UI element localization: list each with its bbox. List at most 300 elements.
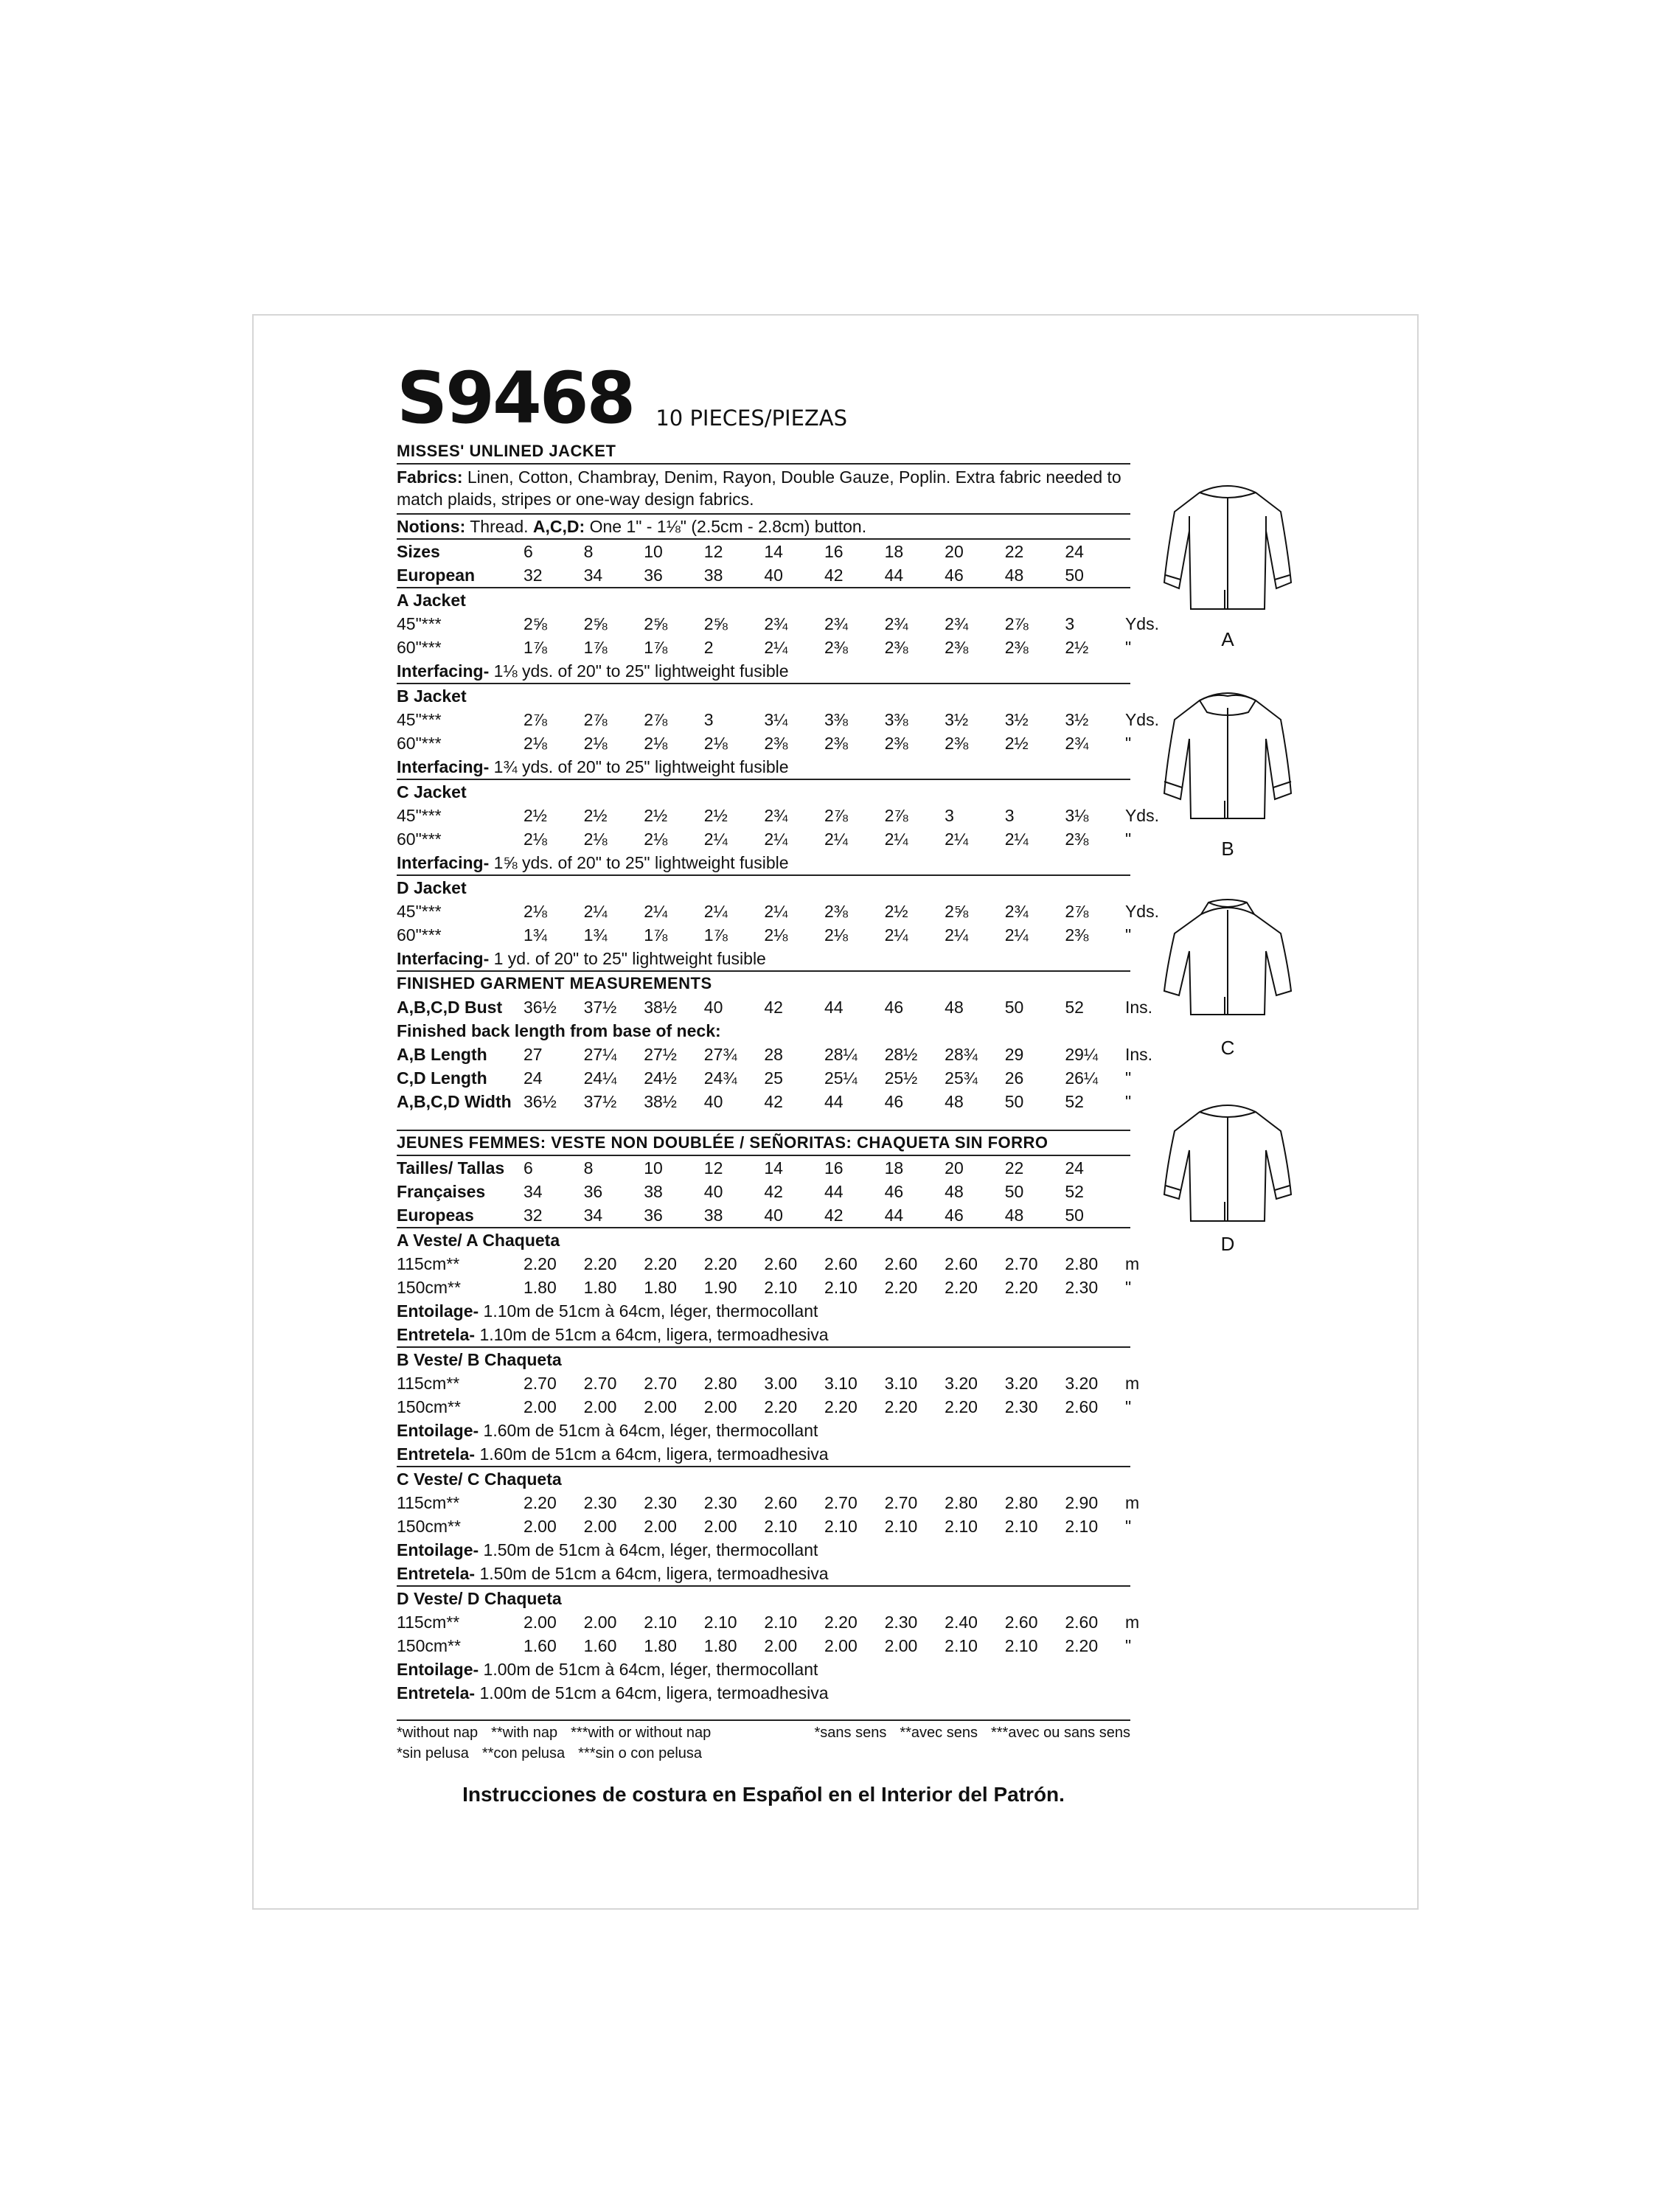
unit-label: "	[1124, 1636, 1132, 1655]
unit-label: m	[1124, 1493, 1140, 1512]
row-label: 150cm**	[397, 1636, 461, 1655]
cell-value: 3	[1065, 614, 1075, 633]
cell-value: 28¾	[945, 1045, 978, 1064]
cell-value: 1⅞	[524, 638, 547, 657]
cell-value: 42	[764, 1182, 783, 1201]
entretela-line: Entretela- 1.10m de 51cm a 64cm, ligera, termoadhesiva	[397, 1325, 829, 1344]
cell-value: 2¾	[884, 614, 908, 633]
cell-value: 2.30	[703, 1493, 737, 1512]
cell-value: 32	[524, 566, 543, 585]
cell-value: 2.60	[764, 1493, 798, 1512]
cell-value: 2.30	[1004, 1397, 1038, 1416]
cell-value: 2¼	[764, 830, 788, 849]
cell-value: 2.10	[824, 1517, 858, 1536]
cell-value: 46	[945, 1206, 964, 1225]
cell-value: 40	[703, 1092, 723, 1111]
unit-label: m	[1124, 1613, 1140, 1632]
cell-value: 2¾	[824, 614, 848, 633]
unit-label: Ins.	[1124, 1045, 1153, 1064]
cell-value: 2.60	[824, 1254, 858, 1273]
cell-value: 28¼	[824, 1045, 858, 1064]
cell-value: 44	[884, 1206, 904, 1225]
yardage-row	[397, 731, 1130, 755]
cell-value: 42	[824, 1206, 844, 1225]
cell-value: 2.70	[824, 1493, 858, 1512]
unit-label: Yds.	[1124, 614, 1159, 633]
cell-value: 2⅜	[1065, 925, 1089, 945]
cell-value: 1.90	[703, 1278, 737, 1297]
cell-value: 2.80	[945, 1493, 978, 1512]
cell-value: 2½	[1004, 734, 1029, 753]
cell-value: 20	[945, 1158, 964, 1178]
cell-value: 2⅝	[945, 902, 969, 921]
cell-value: 3.20	[1004, 1374, 1038, 1393]
cell-value: 2⅝	[703, 614, 728, 633]
view-title: B Jacket	[397, 686, 467, 706]
view-title: A Veste/ A Chaqueta	[397, 1231, 560, 1250]
row-label: 150cm**	[397, 1517, 461, 1536]
cell-value: 2¼	[945, 830, 969, 849]
cell-value: 2.10	[644, 1613, 677, 1632]
european-sizes-row	[397, 563, 1130, 587]
cell-value: 2⅛	[703, 734, 728, 753]
cell-value: 28½	[884, 1045, 918, 1064]
cell-value: 22	[1004, 542, 1024, 561]
cell-value: 46	[884, 1182, 904, 1201]
yardage-row	[397, 1514, 1130, 1538]
cell-value: 36	[583, 1182, 603, 1201]
cell-value: 44	[824, 1182, 844, 1201]
yardage-row	[397, 923, 1130, 947]
cell-value: 16	[824, 1158, 844, 1178]
spanish-instructions-note: Instrucciones de costura en Español en el Interior del Patrón.	[462, 1783, 1065, 1806]
unit-label: m	[1124, 1254, 1140, 1273]
unit-label: Yds.	[1124, 806, 1159, 825]
cell-value: 2.70	[1004, 1254, 1038, 1273]
cell-value: 2.60	[884, 1254, 918, 1273]
cell-value: 36	[644, 1206, 663, 1225]
cell-value: 2⅛	[524, 902, 547, 921]
metric-title: JEUNES FEMMES: VESTE NON DOUBLÉE / SEÑORITAS: CHAQUETA SIN FORRO	[397, 1133, 1048, 1152]
row-label: Sizes	[397, 542, 440, 561]
row-label: 115cm**	[397, 1493, 460, 1512]
cell-value: 50	[1004, 998, 1024, 1017]
unit-label: "	[1124, 830, 1132, 849]
francaises-row	[397, 1180, 1130, 1203]
cell-value: 2.30	[884, 1613, 918, 1632]
cell-value: 2.20	[1004, 1278, 1038, 1297]
cell-value: 2⅞	[1065, 902, 1089, 921]
english-title: MISSES' UNLINED JACKET	[397, 442, 616, 460]
cell-value: 2¼	[764, 902, 788, 921]
cell-value: 2¾	[1004, 902, 1029, 921]
cell-value: 26	[1004, 1068, 1024, 1088]
back-length-label: Finished back length from base of neck:	[397, 1021, 721, 1040]
cell-value: 2.60	[1065, 1613, 1099, 1632]
cell-value: 50	[1065, 1206, 1084, 1225]
cell-value: 2¼	[583, 902, 608, 921]
cell-value: 2	[703, 638, 714, 657]
cell-value: 2½	[644, 806, 668, 825]
cell-value: 42	[824, 566, 844, 585]
cell-value: 2.20	[1065, 1636, 1099, 1655]
cell-value: 48	[945, 1182, 964, 1201]
cell-value: 2⅞	[1004, 614, 1029, 633]
width-row	[397, 1090, 1130, 1113]
yardage-row	[397, 1252, 1140, 1276]
cell-value: 2⅛	[644, 830, 668, 849]
row-label: 45"***	[397, 614, 442, 633]
yardage-row	[397, 900, 1159, 923]
view-title: A Jacket	[397, 591, 466, 610]
cell-value: 2.00	[583, 1397, 617, 1416]
sketch-label-c: C	[1220, 1037, 1235, 1059]
finished-measurements-block	[397, 995, 1153, 1113]
cell-value: 2.20	[764, 1397, 798, 1416]
ab-length-row	[397, 1043, 1153, 1066]
interfacing-line: Interfacing- 1¾ yds. of 20" to 25" lightweight fusible	[397, 757, 789, 776]
cell-value: 24¼	[583, 1068, 617, 1088]
english-yardage-block	[397, 588, 1159, 972]
cell-value: 3⅜	[824, 710, 848, 729]
cell-value: 10	[644, 1158, 663, 1178]
cell-value: 52	[1065, 998, 1084, 1017]
cell-value: 2½	[703, 806, 728, 825]
cell-value: 2⅜	[824, 734, 848, 753]
cell-value: 2¼	[945, 925, 969, 945]
yardage-row	[397, 804, 1159, 827]
cell-value: 2.00	[824, 1636, 858, 1655]
cell-value: 1⅞	[583, 638, 608, 657]
cell-value: 2⅜	[824, 638, 848, 657]
cell-value: 2¼	[644, 902, 668, 921]
cell-value: 3½	[1004, 710, 1029, 729]
row-label: 45"***	[397, 806, 442, 825]
cell-value: 25	[764, 1068, 783, 1088]
cell-value: 2.80	[1004, 1493, 1038, 1512]
jacket-d-sketch	[1154, 1091, 1301, 1239]
cell-value: 3	[703, 710, 714, 729]
cell-value: 27½	[644, 1045, 677, 1064]
row-label: 60"***	[397, 734, 442, 753]
cell-value: 2.60	[764, 1254, 798, 1273]
cell-value: 2.30	[1065, 1278, 1099, 1297]
unit-label: "	[1124, 925, 1132, 945]
cell-value: 29¼	[1065, 1045, 1099, 1064]
view-title: C Veste/ C Chaqueta	[397, 1470, 562, 1489]
row-label: European	[397, 566, 476, 585]
cell-value: 3½	[945, 710, 969, 729]
cell-value: 38	[703, 1206, 723, 1225]
cell-value: 2.00	[524, 1613, 557, 1632]
cell-value: 2⅜	[1004, 638, 1029, 657]
cell-value: 2⅞	[884, 806, 908, 825]
cell-value: 34	[583, 1206, 603, 1225]
interfacing-line: Interfacing- 1⅝ yds. of 20" to 25" lightweight fusible	[397, 853, 789, 872]
cell-value: 2.60	[945, 1254, 978, 1273]
pattern-content	[397, 354, 1159, 1806]
entoilage-line: Entoilage- 1.00m de 51cm à 64cm, léger, thermocollant	[397, 1660, 818, 1679]
cell-value: 8	[583, 1158, 594, 1178]
cell-value: 2.30	[583, 1493, 617, 1512]
cell-value: 20	[945, 542, 964, 561]
cell-value: 2.20	[945, 1278, 978, 1297]
cell-value: 2.20	[524, 1493, 557, 1512]
cell-value: 2.40	[945, 1613, 978, 1632]
cell-value: 2⅜	[764, 734, 788, 753]
view-title: D Jacket	[397, 878, 467, 897]
cell-value: 37½	[583, 1092, 617, 1111]
cell-value: 3.20	[945, 1374, 978, 1393]
sketch-label-b: B	[1221, 838, 1234, 860]
cell-value: 25½	[884, 1068, 918, 1088]
cell-value: 12	[703, 542, 723, 561]
cell-value: 38½	[644, 998, 677, 1017]
cell-value: 3.10	[884, 1374, 918, 1393]
cell-value: 2⅞	[824, 806, 848, 825]
cell-value: 44	[824, 998, 844, 1017]
cell-value: 42	[764, 998, 783, 1017]
row-label: Europeas	[397, 1206, 474, 1225]
cell-value: 25¼	[824, 1068, 858, 1088]
cell-value: 44	[884, 566, 904, 585]
cell-value: 2.80	[1065, 1254, 1099, 1273]
cell-value: 3¼	[764, 710, 788, 729]
cell-value: 38	[644, 1182, 663, 1201]
cell-value: 2.20	[824, 1397, 858, 1416]
finished-title: FINISHED GARMENT MEASUREMENTS	[397, 974, 712, 992]
row-label: 60"***	[397, 830, 442, 849]
view-title: C Jacket	[397, 782, 467, 801]
cell-value: 2.20	[583, 1254, 617, 1273]
yardage-row	[397, 1610, 1140, 1634]
cell-value: 2¾	[945, 614, 969, 633]
cell-value: 1.80	[703, 1636, 737, 1655]
row-label: 45"***	[397, 902, 442, 921]
unit-label: "	[1124, 638, 1132, 657]
cell-value: 3.20	[1065, 1374, 1099, 1393]
cell-value: 2⅛	[583, 734, 608, 753]
cell-value: 24	[1065, 1158, 1084, 1178]
cell-value: 14	[764, 542, 783, 561]
cell-value: 16	[824, 542, 844, 561]
jacket-a-sketch	[1154, 472, 1301, 619]
cell-value: 3.00	[764, 1374, 798, 1393]
pieces-count: 10 PIECES/PIEZAS	[655, 406, 848, 431]
cell-value: 48	[945, 1092, 964, 1111]
cell-value: 3	[945, 806, 954, 825]
cell-value: 8	[583, 542, 594, 561]
cell-value: 2⅛	[583, 830, 608, 849]
unit-label: "	[1124, 1068, 1132, 1088]
cell-value: 34	[583, 566, 603, 585]
cell-value: 2.80	[703, 1374, 737, 1393]
cell-value: 46	[945, 566, 964, 585]
cell-value: 36½	[524, 1092, 557, 1111]
cell-value: 2¾	[1065, 734, 1089, 753]
cell-value: 2⅜	[945, 734, 969, 753]
cell-value: 2⅜	[824, 902, 848, 921]
cell-value: 2¾	[764, 806, 788, 825]
bust-row	[397, 995, 1153, 1019]
row-label: Françaises	[397, 1182, 486, 1201]
yardage-row	[397, 1276, 1130, 1299]
yardage-row	[397, 1371, 1140, 1395]
cell-value: 6	[524, 542, 533, 561]
cell-value: 2.00	[583, 1613, 617, 1632]
cell-value: 24½	[644, 1068, 677, 1088]
entretela-line: Entretela- 1.00m de 51cm a 64cm, ligera, termoadhesiva	[397, 1683, 829, 1703]
unit-label: "	[1124, 1278, 1132, 1297]
unit-label: Yds.	[1124, 902, 1159, 921]
entretela-line: Entretela- 1.60m de 51cm a 64cm, ligera, termoadhesiva	[397, 1444, 829, 1464]
yardage-row	[397, 1491, 1140, 1514]
header	[397, 354, 1130, 439]
row-label: 150cm**	[397, 1397, 461, 1416]
cell-value: 2.00	[764, 1636, 798, 1655]
cell-value: 18	[884, 1158, 904, 1178]
cell-value: 46	[884, 998, 904, 1017]
entoilage-line: Entoilage- 1.50m de 51cm à 64cm, léger, thermocollant	[397, 1540, 818, 1559]
cell-value: 2.00	[644, 1397, 677, 1416]
cell-value: 2¼	[884, 925, 908, 945]
cell-value: 2⅞	[583, 710, 608, 729]
cell-value: 2⅜	[884, 734, 908, 753]
row-label: 115cm**	[397, 1374, 460, 1393]
cell-value: 2⅛	[524, 734, 547, 753]
cell-value: 38½	[644, 1092, 677, 1111]
cell-value: 42	[764, 1092, 783, 1111]
cell-value: 46	[884, 1092, 904, 1111]
cell-value: 29	[1004, 1045, 1024, 1064]
cell-value: 27¾	[703, 1045, 737, 1064]
cell-value: 40	[703, 1182, 723, 1201]
jacket-c-sketch	[1154, 892, 1301, 1025]
cell-value: 48	[1004, 1206, 1024, 1225]
cell-value: 3	[1004, 806, 1015, 825]
cell-value: 2⅛	[524, 830, 547, 849]
cell-value: 2.20	[884, 1278, 918, 1297]
cell-value: 2.60	[1065, 1397, 1099, 1416]
interfacing-line: Interfacing- 1⅛ yds. of 20" to 25" lightweight fusible	[397, 661, 789, 681]
cell-value: 2⅜	[884, 638, 908, 657]
nap-notes: *without nap **with nap ***with or without nap *sans sens **avec sens ***avec ou sans sens *sin pelusa **con pelusa ***sin o con pelusa	[397, 1725, 1130, 1761]
cell-value: 24¾	[703, 1068, 737, 1088]
cell-value: 25¾	[945, 1068, 978, 1088]
cell-value: 2¼	[1004, 925, 1029, 945]
unit-label: Ins.	[1124, 998, 1153, 1017]
cell-value: 2.00	[524, 1517, 557, 1536]
cell-value: 2.00	[703, 1397, 737, 1416]
cell-value: 2.90	[1065, 1493, 1099, 1512]
cell-value: 40	[764, 566, 783, 585]
yardage-row	[397, 827, 1130, 851]
cell-value: 27¼	[583, 1045, 617, 1064]
cell-value: 2.10	[945, 1517, 978, 1536]
row-label: A,B Length	[397, 1045, 487, 1064]
yardage-row	[397, 1634, 1130, 1658]
cell-value: 2.60	[1004, 1613, 1038, 1632]
cell-value: 2¼	[703, 830, 728, 849]
cell-value: 2⅝	[644, 614, 668, 633]
cell-value: 2⅞	[644, 710, 668, 729]
cell-value: 27	[524, 1045, 543, 1064]
cell-value: 2.70	[583, 1374, 617, 1393]
interfacing-line: Interfacing- 1 yd. of 20" to 25" lightweight fusible	[397, 949, 766, 968]
row-label: 60"***	[397, 925, 442, 945]
cell-value: 36	[644, 566, 663, 585]
cell-value: 2.10	[764, 1517, 798, 1536]
cell-value: 12	[703, 1158, 723, 1178]
unit-label: m	[1124, 1374, 1140, 1393]
row-label: 115cm**	[397, 1613, 460, 1632]
cell-value: 2½	[583, 806, 608, 825]
metric-yardage-block	[397, 1228, 1140, 1705]
cell-value: 2.00	[703, 1517, 737, 1536]
cell-value: 44	[824, 1092, 844, 1111]
cell-value: 2⅝	[524, 614, 547, 633]
row-label: A,B,C,D Width	[397, 1092, 512, 1111]
cell-value: 1.60	[524, 1636, 557, 1655]
cell-value: 48	[1004, 566, 1024, 585]
pattern-code: S9468	[397, 357, 634, 439]
yardage-row	[397, 612, 1159, 636]
cell-value: 3.10	[824, 1374, 858, 1393]
row-label: 60"***	[397, 638, 442, 657]
cell-value: 26¼	[1065, 1068, 1099, 1088]
cell-value: 40	[703, 998, 723, 1017]
row-label: 150cm**	[397, 1278, 461, 1297]
cell-value: 2.20	[644, 1254, 677, 1273]
cell-value: 2½	[1065, 638, 1089, 657]
cell-value: 2⅜	[1065, 830, 1089, 849]
cell-value: 3½	[1065, 710, 1089, 729]
entoilage-line: Entoilage- 1.60m de 51cm à 64cm, léger, thermocollant	[397, 1421, 818, 1440]
row-label: 115cm**	[397, 1254, 460, 1273]
cell-value: 2⅛	[764, 925, 788, 945]
yardage-row	[397, 708, 1159, 731]
cell-value: 2.10	[884, 1517, 918, 1536]
cell-value: 18	[884, 542, 904, 561]
cell-value: 2.20	[524, 1254, 557, 1273]
jacket-b-sketch	[1154, 678, 1301, 826]
row-label: C,D Length	[397, 1068, 487, 1088]
fabrics-text: Fabrics: Linen, Cotton, Chambray, Denim, Rayon, Double Gauze, Poplin. Extra fabric needed to match plaids, stripes or one-way design fabrics.	[397, 467, 1121, 509]
cell-value: 2.00	[524, 1397, 557, 1416]
cell-value: 1⅞	[644, 925, 668, 945]
unit-label: "	[1124, 1517, 1132, 1536]
cell-value: 24	[1065, 542, 1084, 561]
cell-value: 2¼	[824, 830, 848, 849]
unit-label: "	[1124, 1397, 1132, 1416]
cell-value: 2⅛	[824, 925, 848, 945]
cell-value: 2.10	[764, 1613, 798, 1632]
cell-value: 32	[524, 1206, 543, 1225]
cell-value: 2½	[524, 806, 547, 825]
cell-value: 2.00	[644, 1517, 677, 1536]
cell-value: 1⅞	[703, 925, 728, 945]
cell-value: 1.80	[524, 1278, 557, 1297]
cell-value: 2.30	[644, 1493, 677, 1512]
cell-value: 2.20	[703, 1254, 737, 1273]
view-title: B Veste/ B Chaqueta	[397, 1350, 562, 1369]
cell-value: 2¾	[764, 614, 788, 633]
cell-value: 52	[1065, 1182, 1084, 1201]
cell-value: 6	[524, 1158, 533, 1178]
cell-value: 1¾	[583, 925, 608, 945]
view-title: D Veste/ D Chaqueta	[397, 1589, 562, 1608]
sketch-label-d: D	[1220, 1233, 1235, 1255]
